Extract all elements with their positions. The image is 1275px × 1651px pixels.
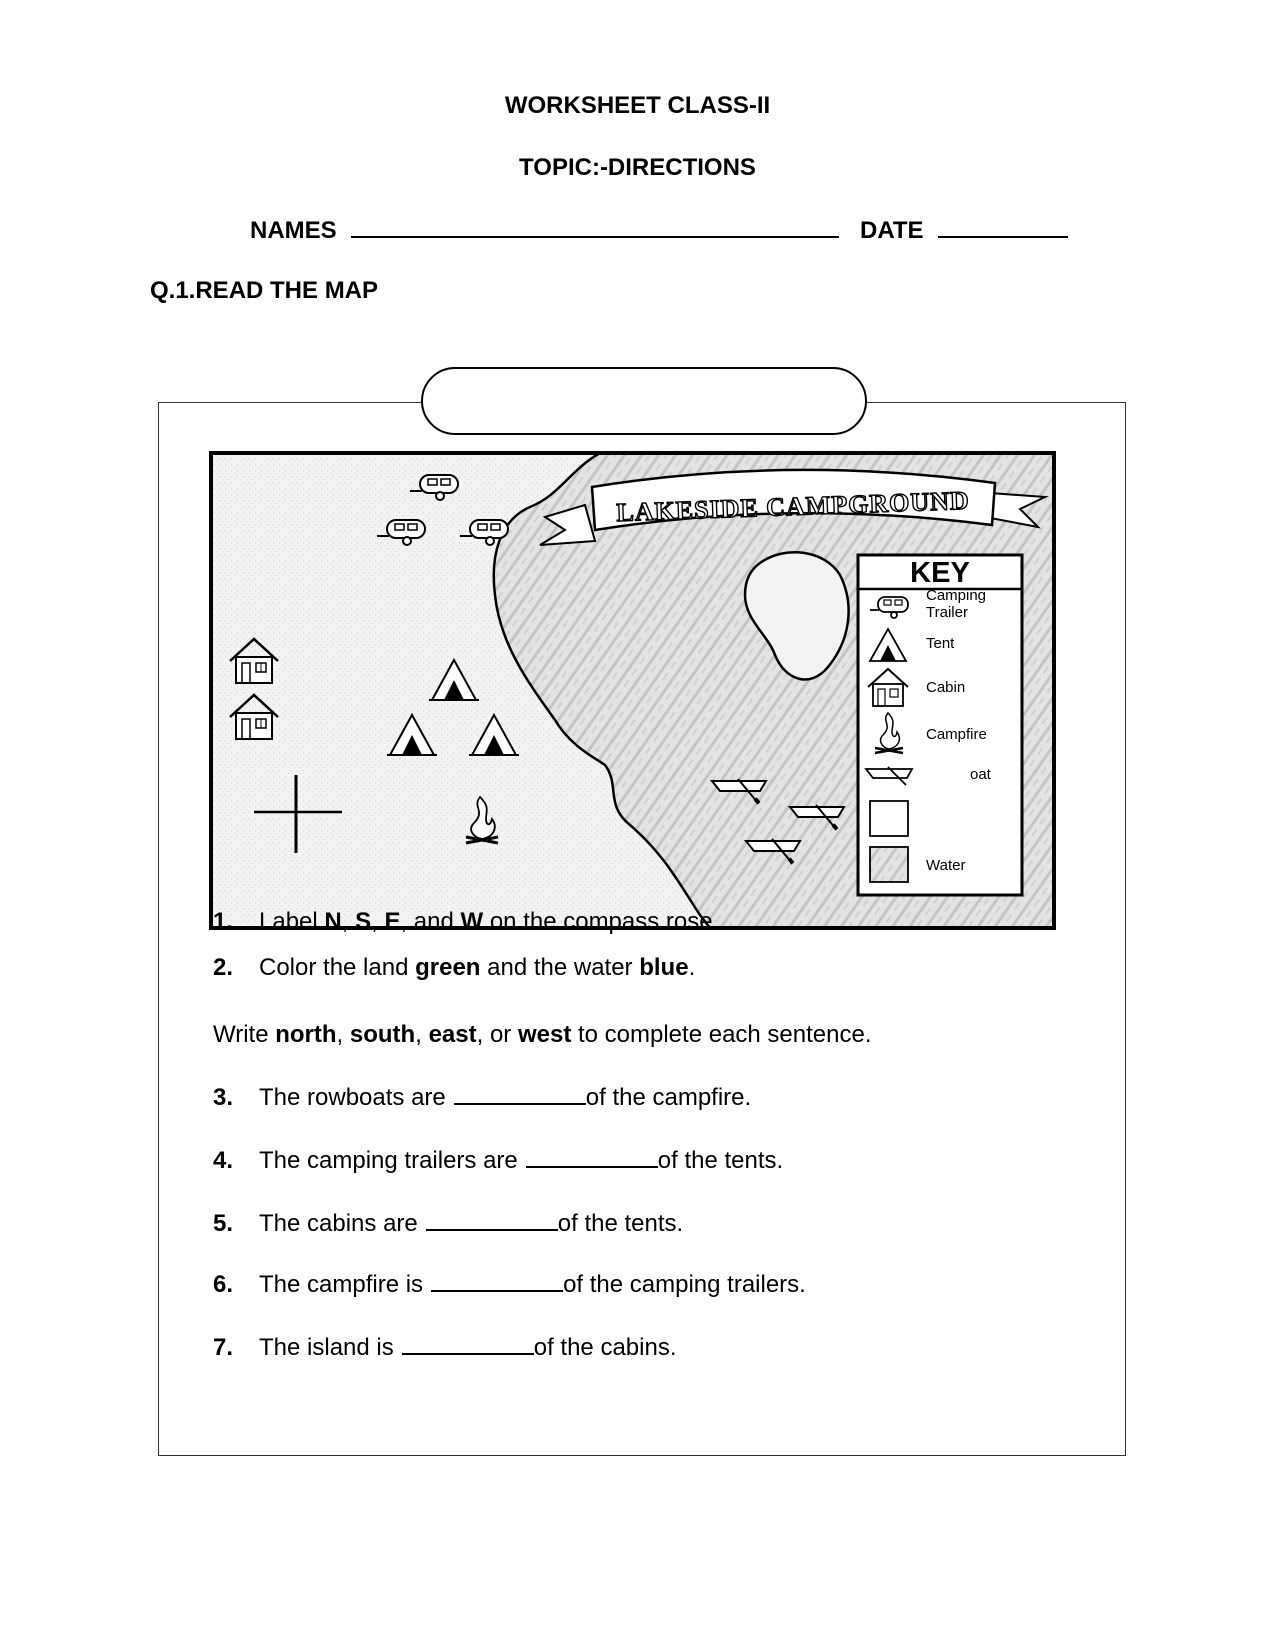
sentence-4: 4. The camping trailers are of the tents. <box>213 1147 784 1174</box>
question-heading: Q.1.READ THE MAP <box>150 277 379 304</box>
key-label-trailer-2: Trailer <box>926 604 968 621</box>
map-title-box[interactable] <box>421 367 867 435</box>
key-land-swatch <box>870 801 908 836</box>
names-blank[interactable] <box>351 214 839 238</box>
sentence-3: 3. The rowboats are of the campfire. <box>213 1084 752 1111</box>
key-water-swatch <box>870 847 908 882</box>
key-label-boat: oat <box>970 766 991 783</box>
banner-text: LAKESIDE CAMPGROUND <box>615 485 971 528</box>
worksheet-topic: TOPIC:-DIRECTIONS <box>519 154 756 181</box>
instruction-1: 1. Label N, S, E, and W on the compass rose. <box>213 908 720 935</box>
names-date-line <box>250 214 1068 245</box>
key-label-tent: Tent <box>926 635 955 652</box>
sentence-7: 7. The island is of the cabins. <box>213 1334 677 1361</box>
sentence-5: 5. The cabins are of the tents. <box>213 1210 684 1237</box>
answer-blank-6[interactable] <box>431 1270 563 1292</box>
map-key <box>858 555 1022 895</box>
worksheet-title: WORKSHEET CLASS-II <box>504 92 771 119</box>
key-label-water: Water <box>926 857 966 874</box>
answer-blank-5[interactable] <box>426 1209 558 1231</box>
date-blank[interactable] <box>938 214 1068 238</box>
key-label-cabin: Cabin <box>926 679 966 696</box>
answer-blank-3[interactable] <box>454 1083 586 1105</box>
instruction-2: 2. Color the land green and the water blue. <box>213 954 696 981</box>
campground-map <box>200 445 1080 945</box>
date-label: DATE <box>860 217 924 244</box>
key-title: KEY <box>910 557 970 589</box>
key-label-trailer-1: Camping <box>926 587 987 604</box>
sentence-6: 6. The campfire is of the camping trailers. <box>213 1271 806 1298</box>
write-instruction: Write north, south, east, or west to complete each sentence. <box>213 1021 872 1048</box>
answer-blank-4[interactable] <box>526 1146 658 1168</box>
key-label-campfire: Campfire <box>926 726 987 743</box>
answer-blank-7[interactable] <box>402 1333 534 1355</box>
names-label: NAMES <box>250 217 337 244</box>
